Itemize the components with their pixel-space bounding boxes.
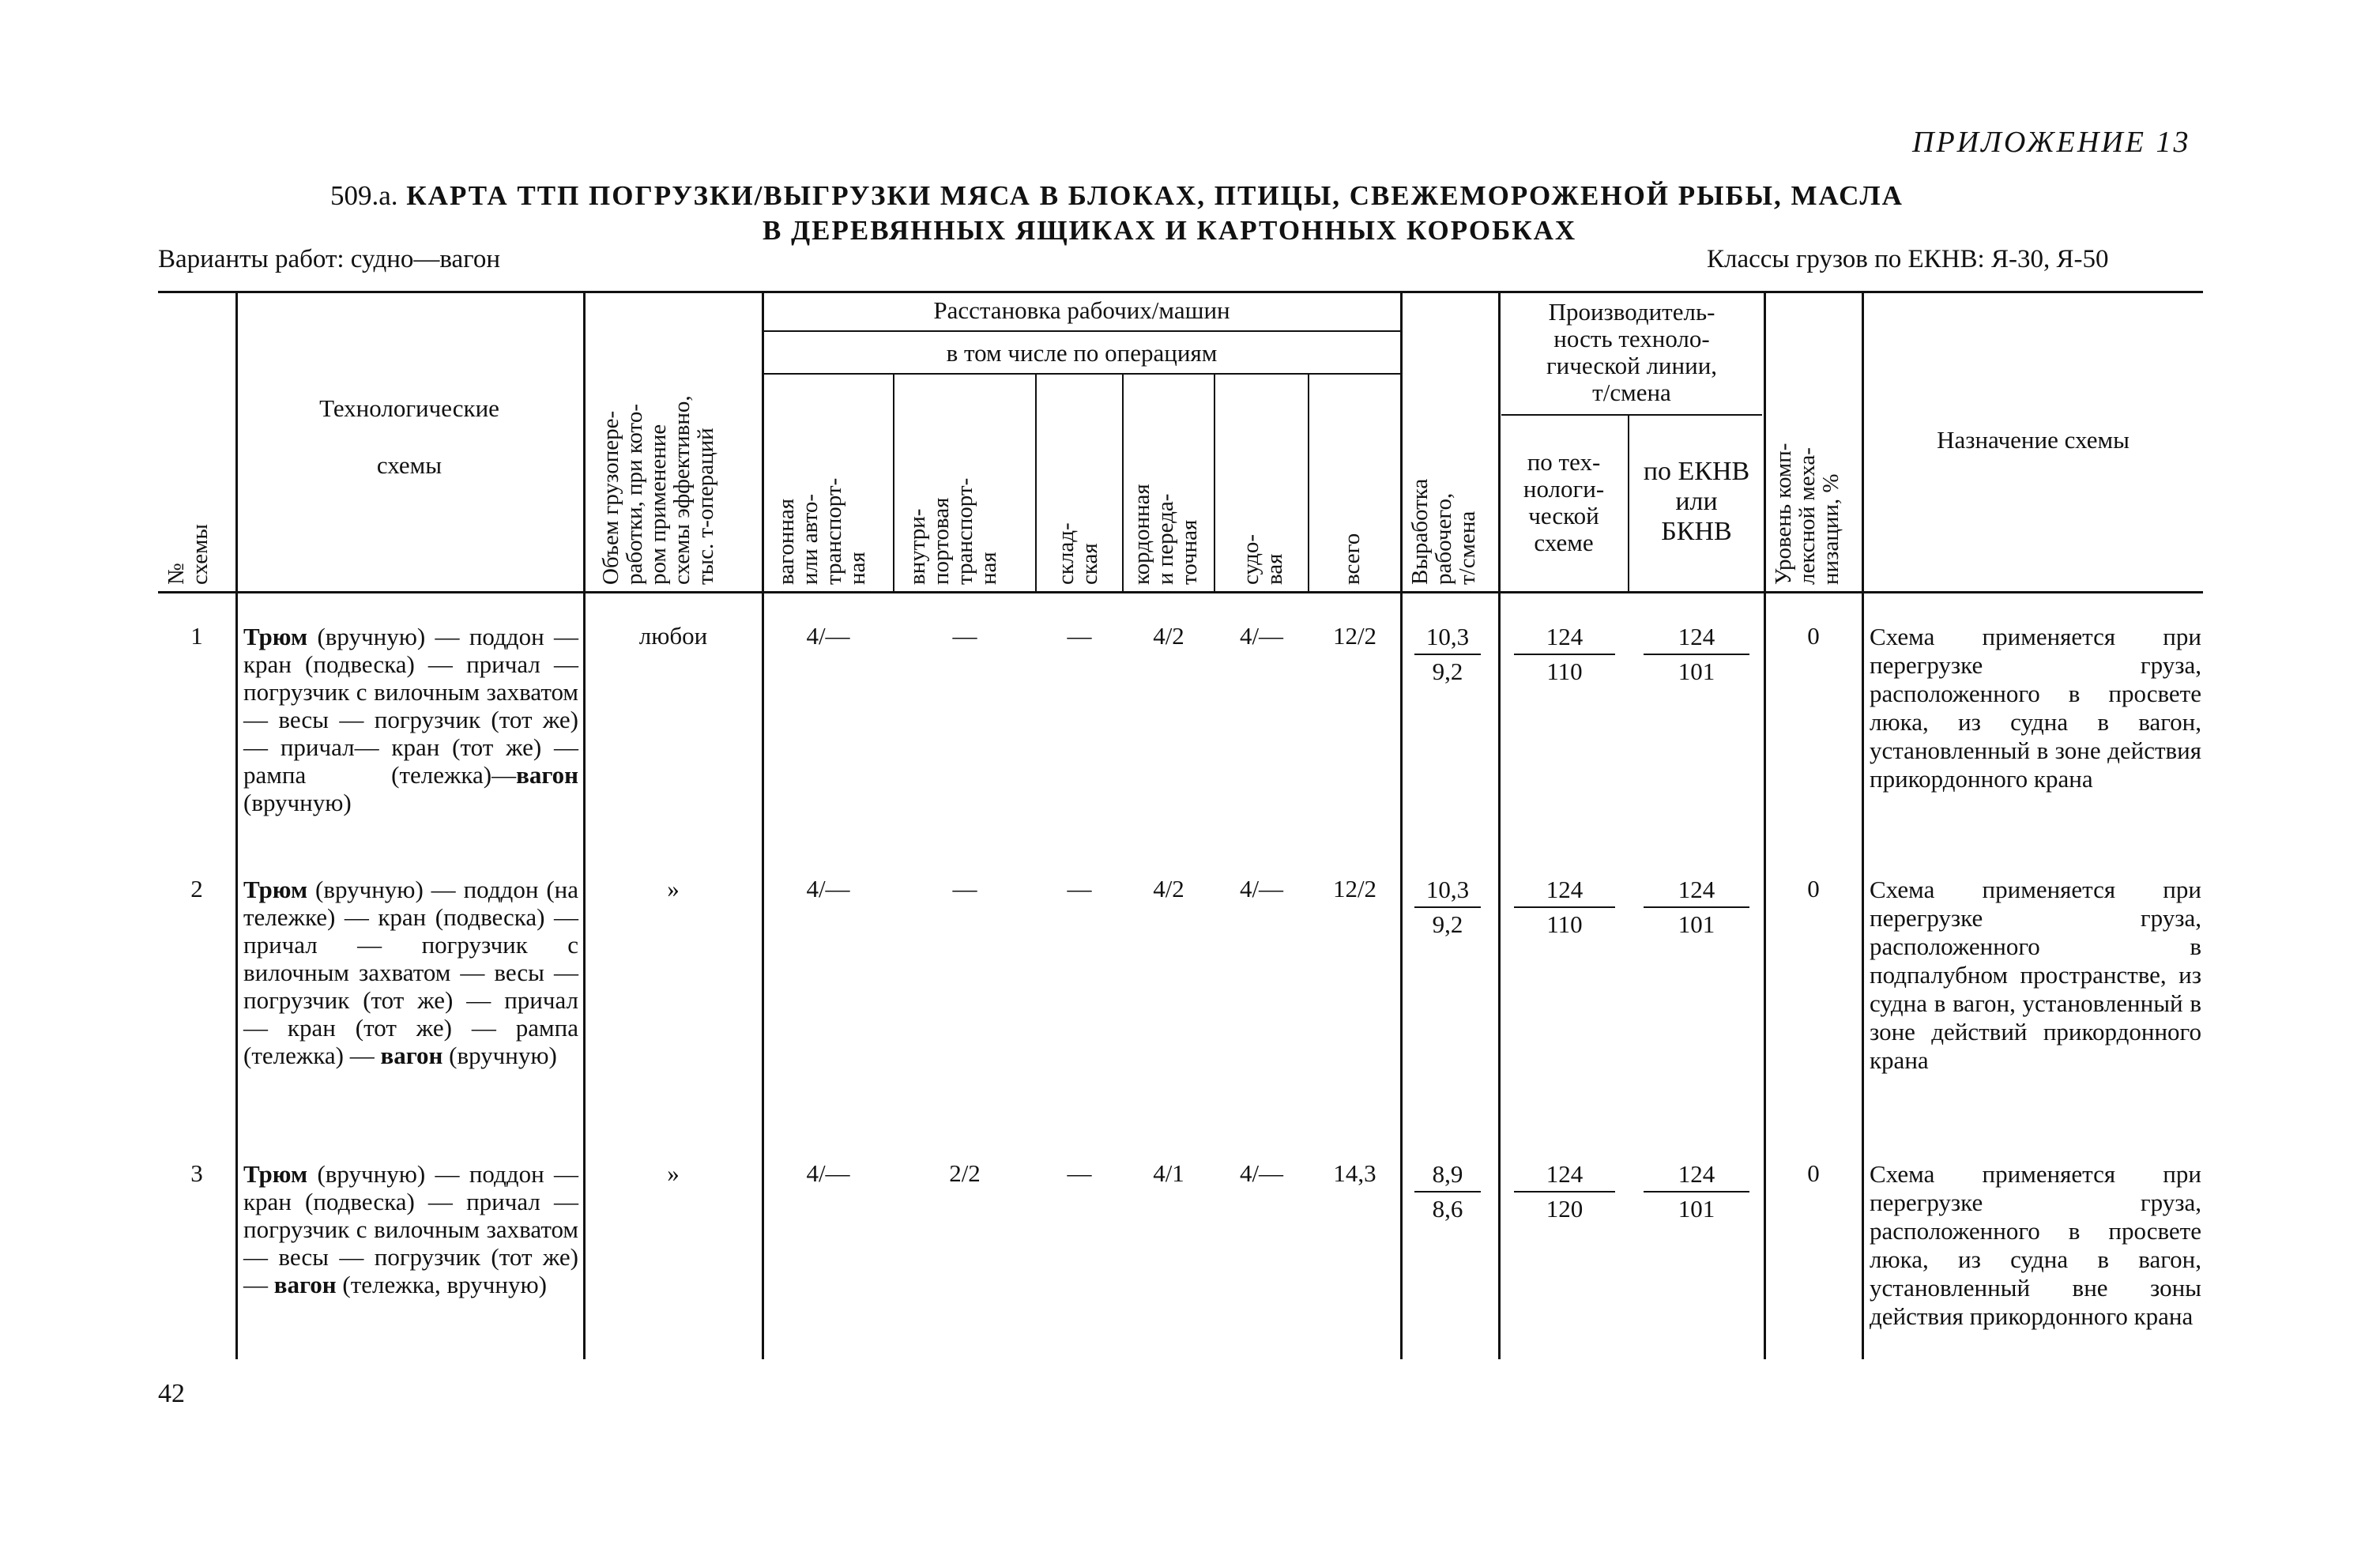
wagon-value: 4/—	[806, 875, 850, 902]
output-bottom: 8,6	[1432, 1195, 1463, 1223]
scheme-tail: (вручную)	[442, 1042, 557, 1069]
scheme-end: вагон	[273, 1271, 337, 1298]
work-variants: Варианты работ: судно—вагон	[158, 245, 501, 273]
scheme-productivity-value	[1514, 623, 1615, 686]
eknv-productivity-top: 124	[1644, 623, 1749, 655]
col-rule-5	[1035, 373, 1037, 591]
header-wagon: вагонная или авто- транспорт- ная	[774, 477, 870, 585]
scheme-tail: (вручную)	[243, 789, 352, 816]
page-number: 42	[158, 1379, 185, 1408]
mechanization-value: 0	[1807, 875, 1820, 902]
document-title-line-2: В ДЕРЕВЯННЫХ ЯЩИКАХ И КАРТОННЫХ КОРОБКАХ	[763, 215, 1577, 246]
total-value: 14,3	[1333, 1159, 1376, 1187]
warehouse-value: —	[1067, 622, 1092, 650]
header-schemes-2: схемы	[376, 451, 442, 479]
col-rule-1	[235, 291, 238, 1359]
output-top: 10,3	[1414, 623, 1481, 655]
col-rule-6	[1122, 373, 1124, 591]
col-rule-7	[1214, 373, 1215, 591]
document-title-line-1	[330, 180, 1904, 212]
intraport-value: 2/2	[949, 1159, 981, 1187]
col-rule-2	[583, 291, 586, 1359]
scheme-text: (вручную) — поддон — кран (подвеска) — причал — погрузчик с вилочным захватом — весы — погрузчик (тот же) — причал— кран (тот же) — рампа (тележка)—	[243, 623, 578, 789]
volume-value: »	[667, 875, 680, 902]
row-number: 2	[190, 875, 203, 902]
scheme-productivity-bottom: 110	[1546, 657, 1583, 685]
eknv-productivity-top: 124	[1644, 876, 1749, 908]
row-number: 1	[190, 622, 203, 650]
output-bottom: 9,2	[1432, 657, 1463, 685]
warehouse-value: —	[1067, 1159, 1092, 1187]
volume-value: »	[667, 1159, 680, 1187]
appendix-label: ПРИЛОЖЕНИЕ 13	[1912, 126, 2191, 159]
cordon-value: 4/2	[1153, 622, 1184, 650]
cordon-value: 4/2	[1153, 875, 1184, 902]
eknv-productivity-bottom: 101	[1678, 657, 1715, 685]
scheme-productivity-value	[1514, 1160, 1615, 1223]
eknv-productivity-bottom: 101	[1678, 910, 1715, 938]
scheme-productivity-value	[1514, 876, 1615, 939]
title-text-1: КАРТА ТТП ПОГРУЗКИ/ВЫГРУЗКИ МЯСА В БЛОКАХ, ПТИЦЫ, СВЕЖЕМОРОЖЕНОЙ РЫБЫ, МАСЛА	[406, 180, 1904, 211]
purpose-text: Схема применяется при перегрузке груза, расположенного в просвете люка, из судна в вагон, установленный в зоне действия прикордонного крана	[1870, 623, 2201, 793]
total-value: 12/2	[1332, 875, 1377, 902]
ship-value: 4/—	[1239, 875, 1284, 902]
scheme-end: вагон	[516, 761, 578, 789]
header-purpose: Назначение схемы	[1937, 426, 2130, 454]
eknv-productivity-top: 124	[1644, 1160, 1749, 1192]
row-number: 3	[190, 1159, 203, 1187]
scheme-text: (вручную) — поддон (на тележке) — кран (подвеска) — причал — погрузчик с вилочным захватом — весы — погрузчик (тот же) — причал — кран (тот же) — рампа (тележка) —	[243, 876, 578, 1069]
placement-rule	[763, 330, 1400, 332]
header-total: всего	[1339, 533, 1365, 585]
scheme-description	[243, 623, 578, 816]
header-by-scheme: по тех- нологи- ческой схеме	[1523, 448, 1605, 556]
header-by-operation: в том числе по операциям	[946, 339, 1218, 367]
output-value	[1414, 623, 1481, 686]
productivity-rule	[1501, 414, 1762, 416]
wagon-value: 4/—	[806, 622, 850, 650]
output-value	[1414, 876, 1481, 939]
scheme-start: Трюм	[243, 876, 308, 903]
title-number: 509.а.	[330, 180, 398, 211]
scheme-start: Трюм	[243, 623, 308, 650]
cordon-value: 4/1	[1153, 1159, 1184, 1187]
header-output: Выработка рабочего, т/смена	[1407, 478, 1480, 585]
table-header-rule	[158, 591, 2203, 593]
eknv-productivity-value	[1644, 1160, 1749, 1223]
eknv-productivity-bottom: 101	[1678, 1195, 1715, 1223]
scheme-productivity-top: 124	[1514, 1160, 1615, 1192]
scheme-description	[243, 1160, 578, 1298]
header-warehouse: склад- ская	[1053, 522, 1102, 585]
output-top: 10,3	[1414, 876, 1481, 908]
ship-value: 4/—	[1239, 1159, 1284, 1187]
eknv-productivity-value	[1644, 623, 1749, 686]
intraport-value: —	[952, 875, 977, 902]
scheme-description	[243, 876, 578, 1069]
scheme-productivity-top: 124	[1514, 876, 1615, 908]
warehouse-value: —	[1067, 875, 1092, 902]
scheme-start: Трюм	[243, 1160, 308, 1188]
header-mechanization: Уровень комп- лексной меха- низации, %	[1771, 443, 1843, 585]
header-ship: судо- вая	[1238, 533, 1287, 585]
wagon-value: 4/—	[806, 1159, 850, 1187]
header-productivity: Производитель- ность техноло- гической линии, т/смена	[1546, 298, 1718, 406]
total-value: 12/2	[1332, 622, 1377, 650]
col-rule-9	[1400, 291, 1403, 1359]
col-rule-3	[762, 291, 764, 1359]
col-rule-8	[1308, 373, 1309, 591]
output-bottom: 9,2	[1432, 910, 1463, 938]
header-schemes-1: Технологические	[319, 394, 499, 422]
scheme-productivity-bottom: 110	[1546, 910, 1583, 938]
purpose-text: Схема применяется при перегрузке груза, расположенного в подпалубном пространстве, из судна в вагон, установленный в зоне действий прикордонного крана	[1870, 876, 2201, 1074]
cargo-classes: Классы грузов по ЕКНВ: Я-30, Я-50	[1707, 245, 2109, 273]
purpose-text: Схема применяется при перегрузке груза, расположенного в просвете люка, из судна в вагон, установленный вне зоны действия прикордонного крана	[1870, 1160, 2201, 1330]
col-rule-12	[1764, 291, 1766, 1359]
scheme-productivity-bottom: 120	[1546, 1195, 1584, 1223]
ship-value: 4/—	[1239, 622, 1284, 650]
header-scheme-number: № схемы	[164, 524, 213, 585]
scheme-productivity-top: 124	[1514, 623, 1615, 655]
output-value	[1414, 1160, 1481, 1223]
header-placement: Расстановка рабочих/машин	[933, 296, 1230, 324]
scheme-tail: (тележка, вручную)	[336, 1271, 547, 1298]
operations-rule	[763, 373, 1400, 375]
scheme-end: вагон	[380, 1042, 443, 1069]
scheme-text: (вручную) — поддон — кран (подвеска) — причал — погрузчик с вилочным захватом — весы — погрузчик (тот же) —	[243, 1160, 578, 1298]
mechanization-value: 0	[1807, 1159, 1820, 1187]
header-by-eknv: по ЕКНВ или БКНВ	[1643, 457, 1750, 546]
header-cordon: кордонная и переда- точная	[1129, 484, 1202, 585]
volume-value: любои	[638, 622, 708, 650]
header-volume: Объем грузопере- работки, при кото- ром применение схемы эффективно, тыс. т-операций	[598, 395, 718, 585]
col-rule-4	[893, 373, 894, 591]
table-top-rule	[158, 291, 2203, 293]
intraport-value: —	[952, 622, 977, 650]
output-top: 8,9	[1414, 1160, 1481, 1192]
eknv-productivity-value	[1644, 876, 1749, 939]
header-intraport: внутри- портовая транспорт- ная	[905, 477, 1001, 585]
mechanization-value: 0	[1807, 622, 1820, 650]
